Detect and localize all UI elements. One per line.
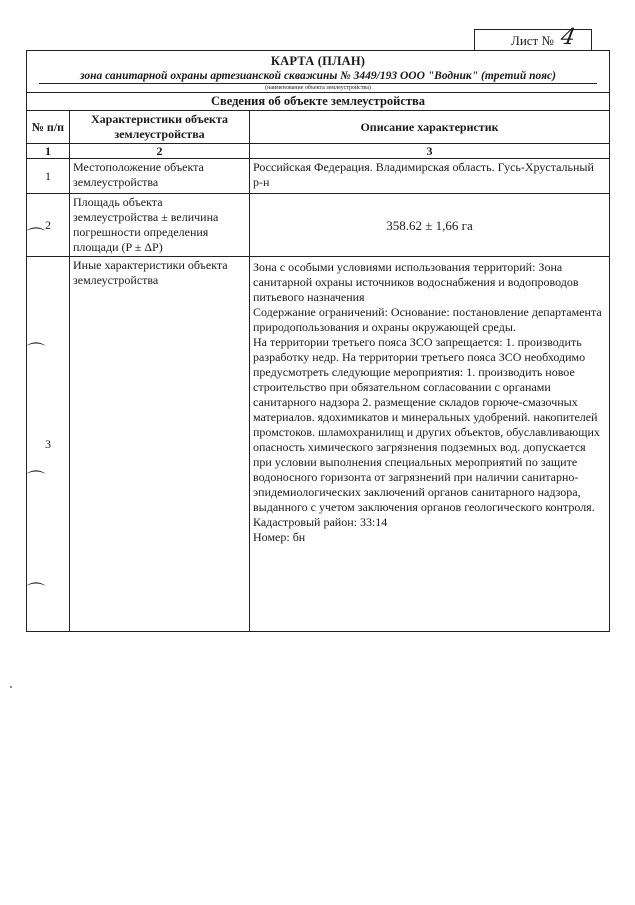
table-header-row <box>27 111 609 144</box>
row-description: Российская Федерация. Владимирская область. Гусь-Хрустальный р-н <box>250 159 610 194</box>
column-header-number: № п/п <box>27 111 70 144</box>
description-line: Кадастровый район: 33:14 <box>253 515 388 529</box>
column-numbers-row <box>27 144 609 159</box>
column-header-characteristic: Характеристики объекта землеустройства <box>70 111 250 144</box>
document-caption: (наименование объекта землеустройства) <box>265 85 371 91</box>
document-subtitle: зона санитарной охраны артезианской скважины № 3449/193 ООО "Водник" (третий пояс) <box>39 70 597 84</box>
punch-hole-mark-icon: ⌒ <box>27 342 45 363</box>
row-characteristic: Иные характеристики объекта землеустройства <box>70 257 250 632</box>
section-title: Сведения об объекте землеустройства <box>27 93 609 111</box>
table-row <box>27 194 609 257</box>
description-line: Номер: бн <box>253 530 306 544</box>
row-description <box>250 257 610 632</box>
punch-hole-mark-icon: ⌒ <box>27 470 45 491</box>
document-frame <box>26 50 610 632</box>
row-number: 2 <box>27 194 70 257</box>
column-number-1: 1 <box>27 144 70 159</box>
sheet-label: Лист № <box>511 33 554 48</box>
characteristics-table <box>27 111 609 631</box>
column-number-2: 2 <box>70 144 250 159</box>
scan-speck <box>10 686 12 688</box>
sheet-number-box <box>474 25 592 50</box>
row-number: 1 <box>27 159 70 194</box>
description-line: Зона с особыми условиями использования территорий: Зона санитарной охраны источников водоснабжения и водопроводов питьевого назначения <box>253 260 579 304</box>
row-characteristic: Местоположение объекта землеустройства <box>70 159 250 194</box>
sheet-number: 4 <box>558 25 578 50</box>
table-row <box>27 159 609 194</box>
row-characteristic: Площадь объекта землеустройства ± величина погрешности определения площади (P ± ΔP) <box>70 194 250 257</box>
column-header-description: Описание характеристик <box>250 111 610 144</box>
document-header <box>27 51 609 93</box>
document-title: КАРТА (ПЛАН) <box>270 54 366 68</box>
row-description: 358.62 ± 1,66 га <box>250 194 610 257</box>
punch-hole-mark-icon: ⌒ <box>27 227 45 248</box>
row-number: 3 <box>27 257 70 632</box>
table-row <box>27 257 609 632</box>
punch-hole-mark-icon: ⌒ <box>27 582 45 603</box>
description-line: На территории третьего пояса ЗСО запрещается: 1. производить разработку недр. На территории третьего пояса ЗСО необходимо предусмотреть следующие мероприятия: 1. производить новое строительство при обязательном согласовании с органами санитарного надзора 2. размещение складов горюче-смазочных материалов. ядохимикатов и минеральных удобрений. накопителей промстоков. шламохранилищ и других объектов, обуславливающих опасность химического загрязнения подземных вод. допускается при условии выполнения специальных мероприятий по защите водоносного горизонта от загрязнений при наличии санитарно-эпидемиологических заключений органов санитарного надзора, выданного с учетом заключения органов геологического контроля. <box>253 335 600 514</box>
description-line: Содержание ограничений: Основание: постановление департамента природопользования и охраны окружающей среды. <box>253 305 602 334</box>
column-number-3: 3 <box>250 144 610 159</box>
